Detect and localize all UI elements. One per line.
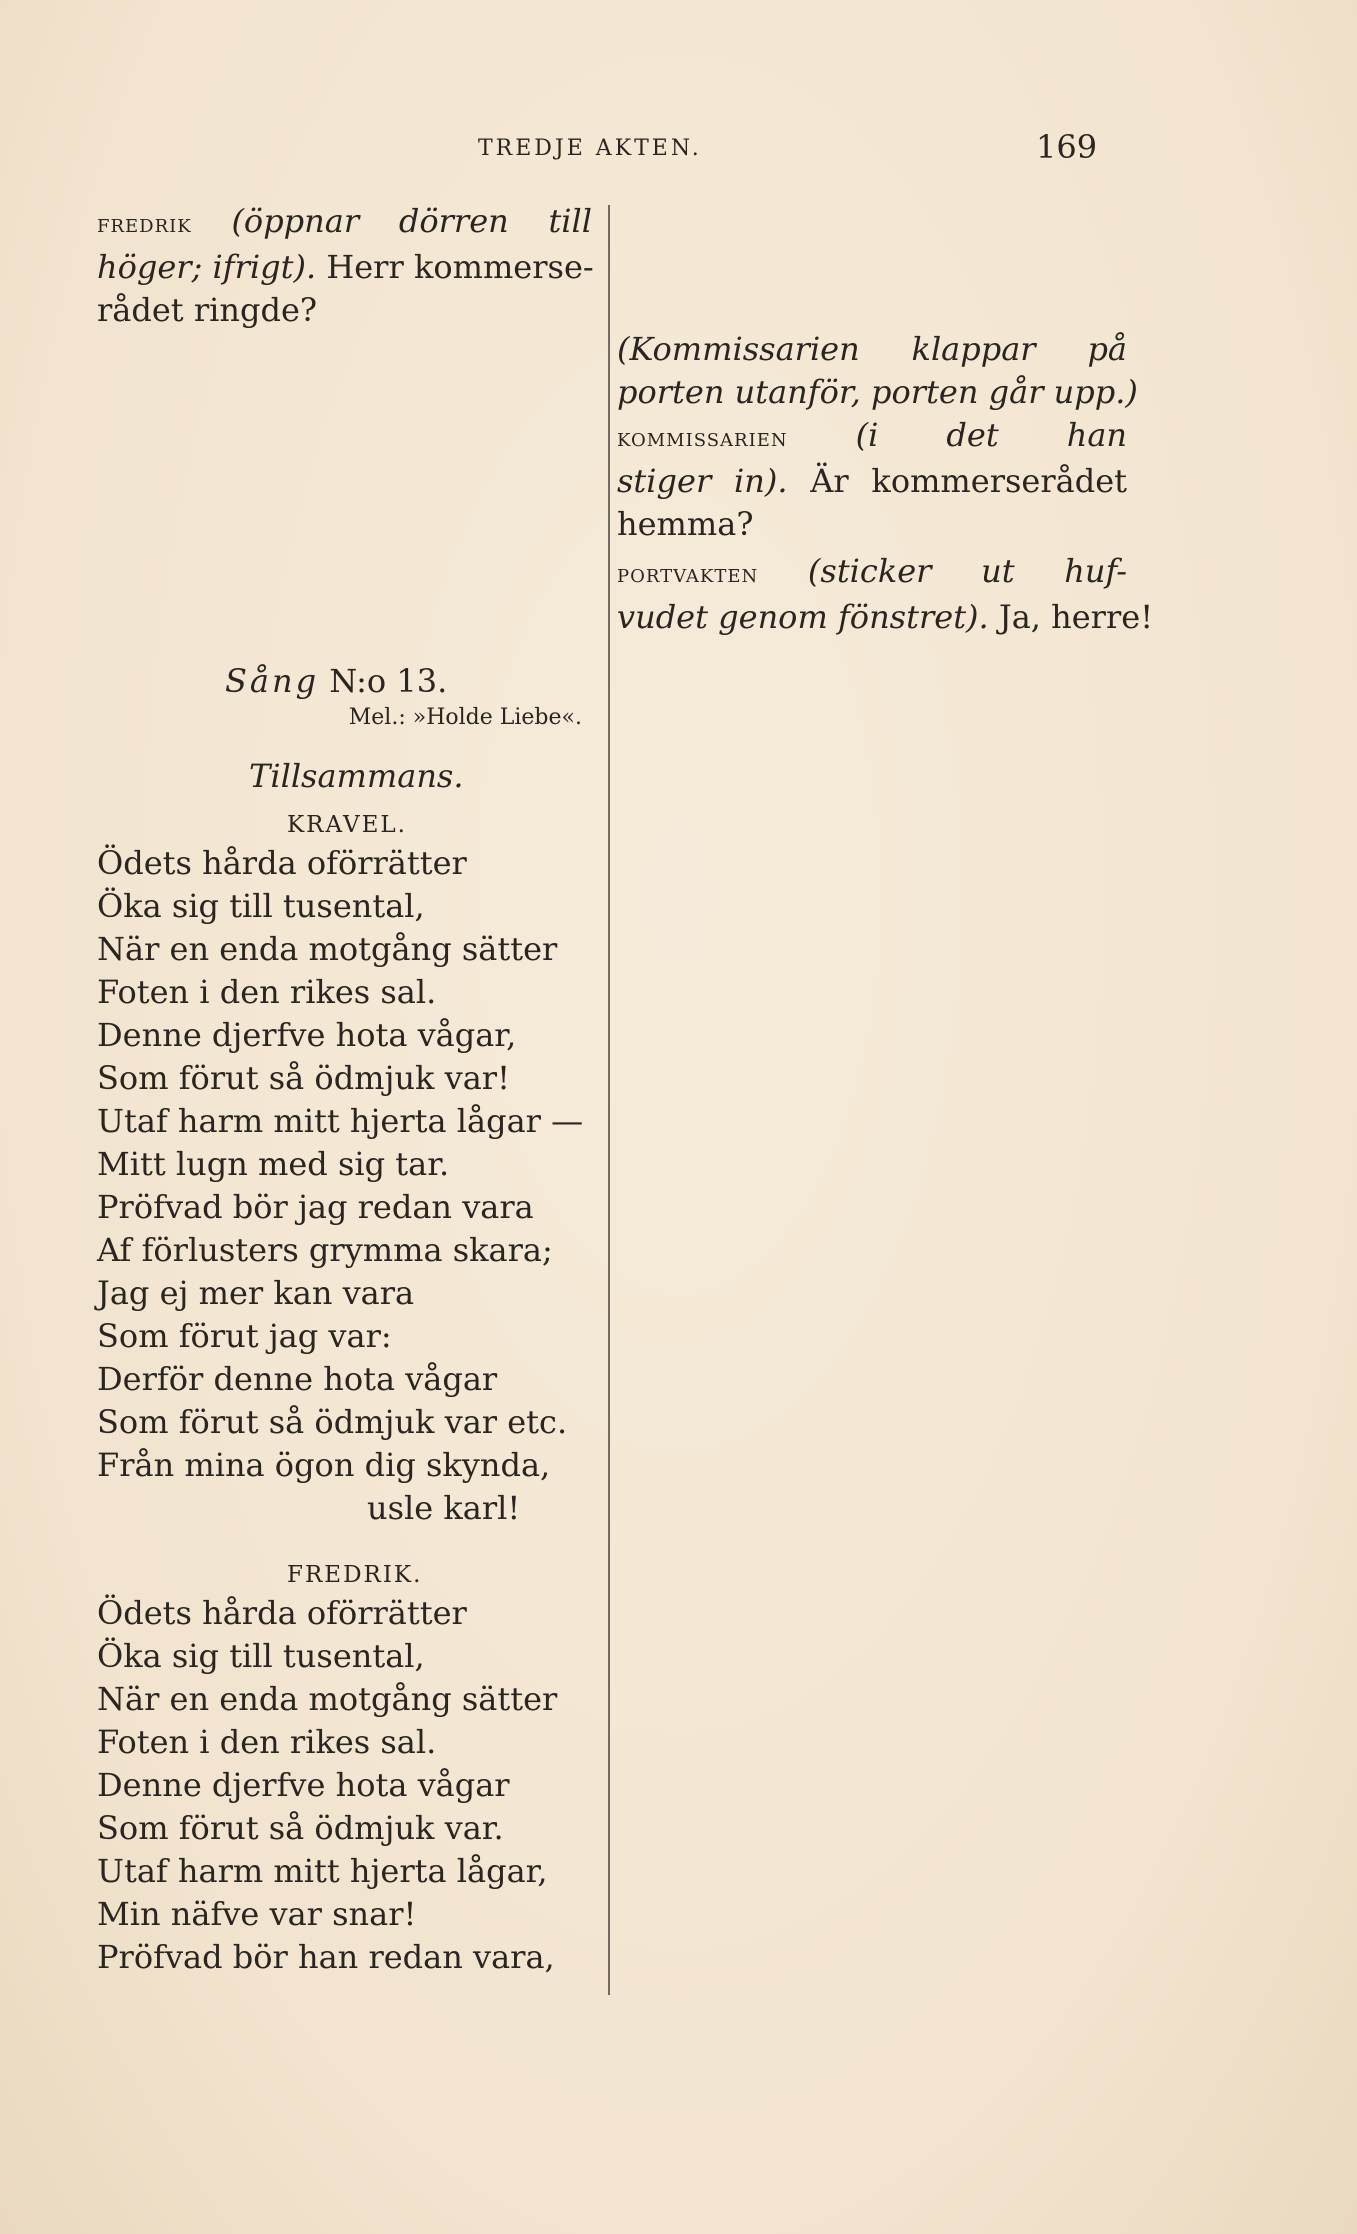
verse-line: Ödets hårda oförrätter [97,1594,467,1632]
speaker-kommissarien: kommissarien [617,423,788,453]
stage-direction-1: (Kommissarien klappar på [617,330,1127,368]
verse-line: Derför denne hota vågar [97,1360,498,1398]
page-header [0,128,1357,168]
opening-line-3: rådet ringde? [97,291,318,329]
verse-line: Foten i den rikes sal. [97,1723,437,1761]
song-title-number: N:o 13. [329,662,448,700]
speaker-fredrik-verse: FREDRIK. [287,1562,423,1588]
verse-line: Som förut jag var: [97,1317,392,1355]
verse-line: Öka sig till tusental, [97,887,425,925]
song-title-word: Sång [225,662,320,700]
verse-line: Foten i den rikes sal. [97,973,437,1011]
opening-line-1 [97,200,592,246]
verse-line: Pröfvad bör jag redan vara [97,1188,534,1226]
verse-line: Mitt lugn med sig tar. [97,1145,450,1183]
speaker-portvakten: portvakten [617,559,759,589]
stage-direction: höger; ifrigt). [97,248,317,286]
verse-kravel [97,842,592,1487]
verse-line: När en enda motgång sätter [97,930,558,968]
verse-fredrik [97,1592,592,1979]
verse-line: Min näfve var snar! [97,1895,417,1933]
speech-text: Är kommerserådet [810,462,1128,500]
stage-direction: stiger in). [617,462,788,500]
verse-line: Pröfvad bör han redan vara, [97,1938,555,1976]
running-head: TREDJE AKTEN. [478,136,702,161]
kommissarien-line-3: hemma? [617,505,754,543]
verse-line: Öka sig till tusental, [97,1637,425,1675]
verse-line: Af förlusters grymma skara; [97,1231,553,1269]
verse-line: När en enda motgång sätter [97,1680,558,1718]
together-heading: Tillsammans. [249,757,464,795]
opening-line-2 [97,246,592,289]
melody-note: Mel.: »Holde Liebe«. [348,705,582,730]
stage-direction: vudet genom fönstret). [617,598,989,636]
speech-text: Herr kommerse- [326,248,594,286]
verse-line: Utaf harm mitt hjerta lågar, [97,1852,548,1890]
speech-text: Ja, herre! [998,598,1154,636]
verse-line: Jag ej mer kan vara [97,1274,415,1312]
speaker-fredrik: fredrik [97,209,192,239]
verse-line: Utaf harm mitt hjerta lågar — [97,1102,584,1140]
stage-direction: (öppnar dörren till [231,202,592,240]
column-divider [608,205,610,1995]
speaker-kravel: KRAVEL. [287,812,407,838]
song-title [225,660,592,703]
portvakten-line-2 [617,596,1154,639]
stage-direction-2: porten utanför, porten går upp.) [617,373,1138,411]
right-column [617,328,1154,639]
verse-line: Som förut så ödmjuk var. [97,1809,504,1847]
portvakten-line-1 [617,550,1127,596]
verse-line: usle karl! [367,1489,521,1527]
verse-line: Som förut så ödmjuk var etc. [97,1403,568,1441]
kommissarien-line-2 [617,460,1127,503]
verse-line: Från mina ögon dig skynda, [97,1446,551,1484]
stage-direction: (sticker ut huf- [807,552,1127,590]
verse-line: Som förut så ödmjuk var! [97,1059,510,1097]
verse-line: Denne djerfve hota vågar, [97,1016,517,1054]
kommissarien-line-1 [617,414,1127,460]
verse-line: Denne djerfve hota vågar [97,1766,510,1804]
left-column [97,200,592,1979]
page-number: 169 [1036,128,1098,166]
verse-line: Ödets hårda oförrätter [97,844,467,882]
stage-direction: (i det han [855,416,1128,454]
